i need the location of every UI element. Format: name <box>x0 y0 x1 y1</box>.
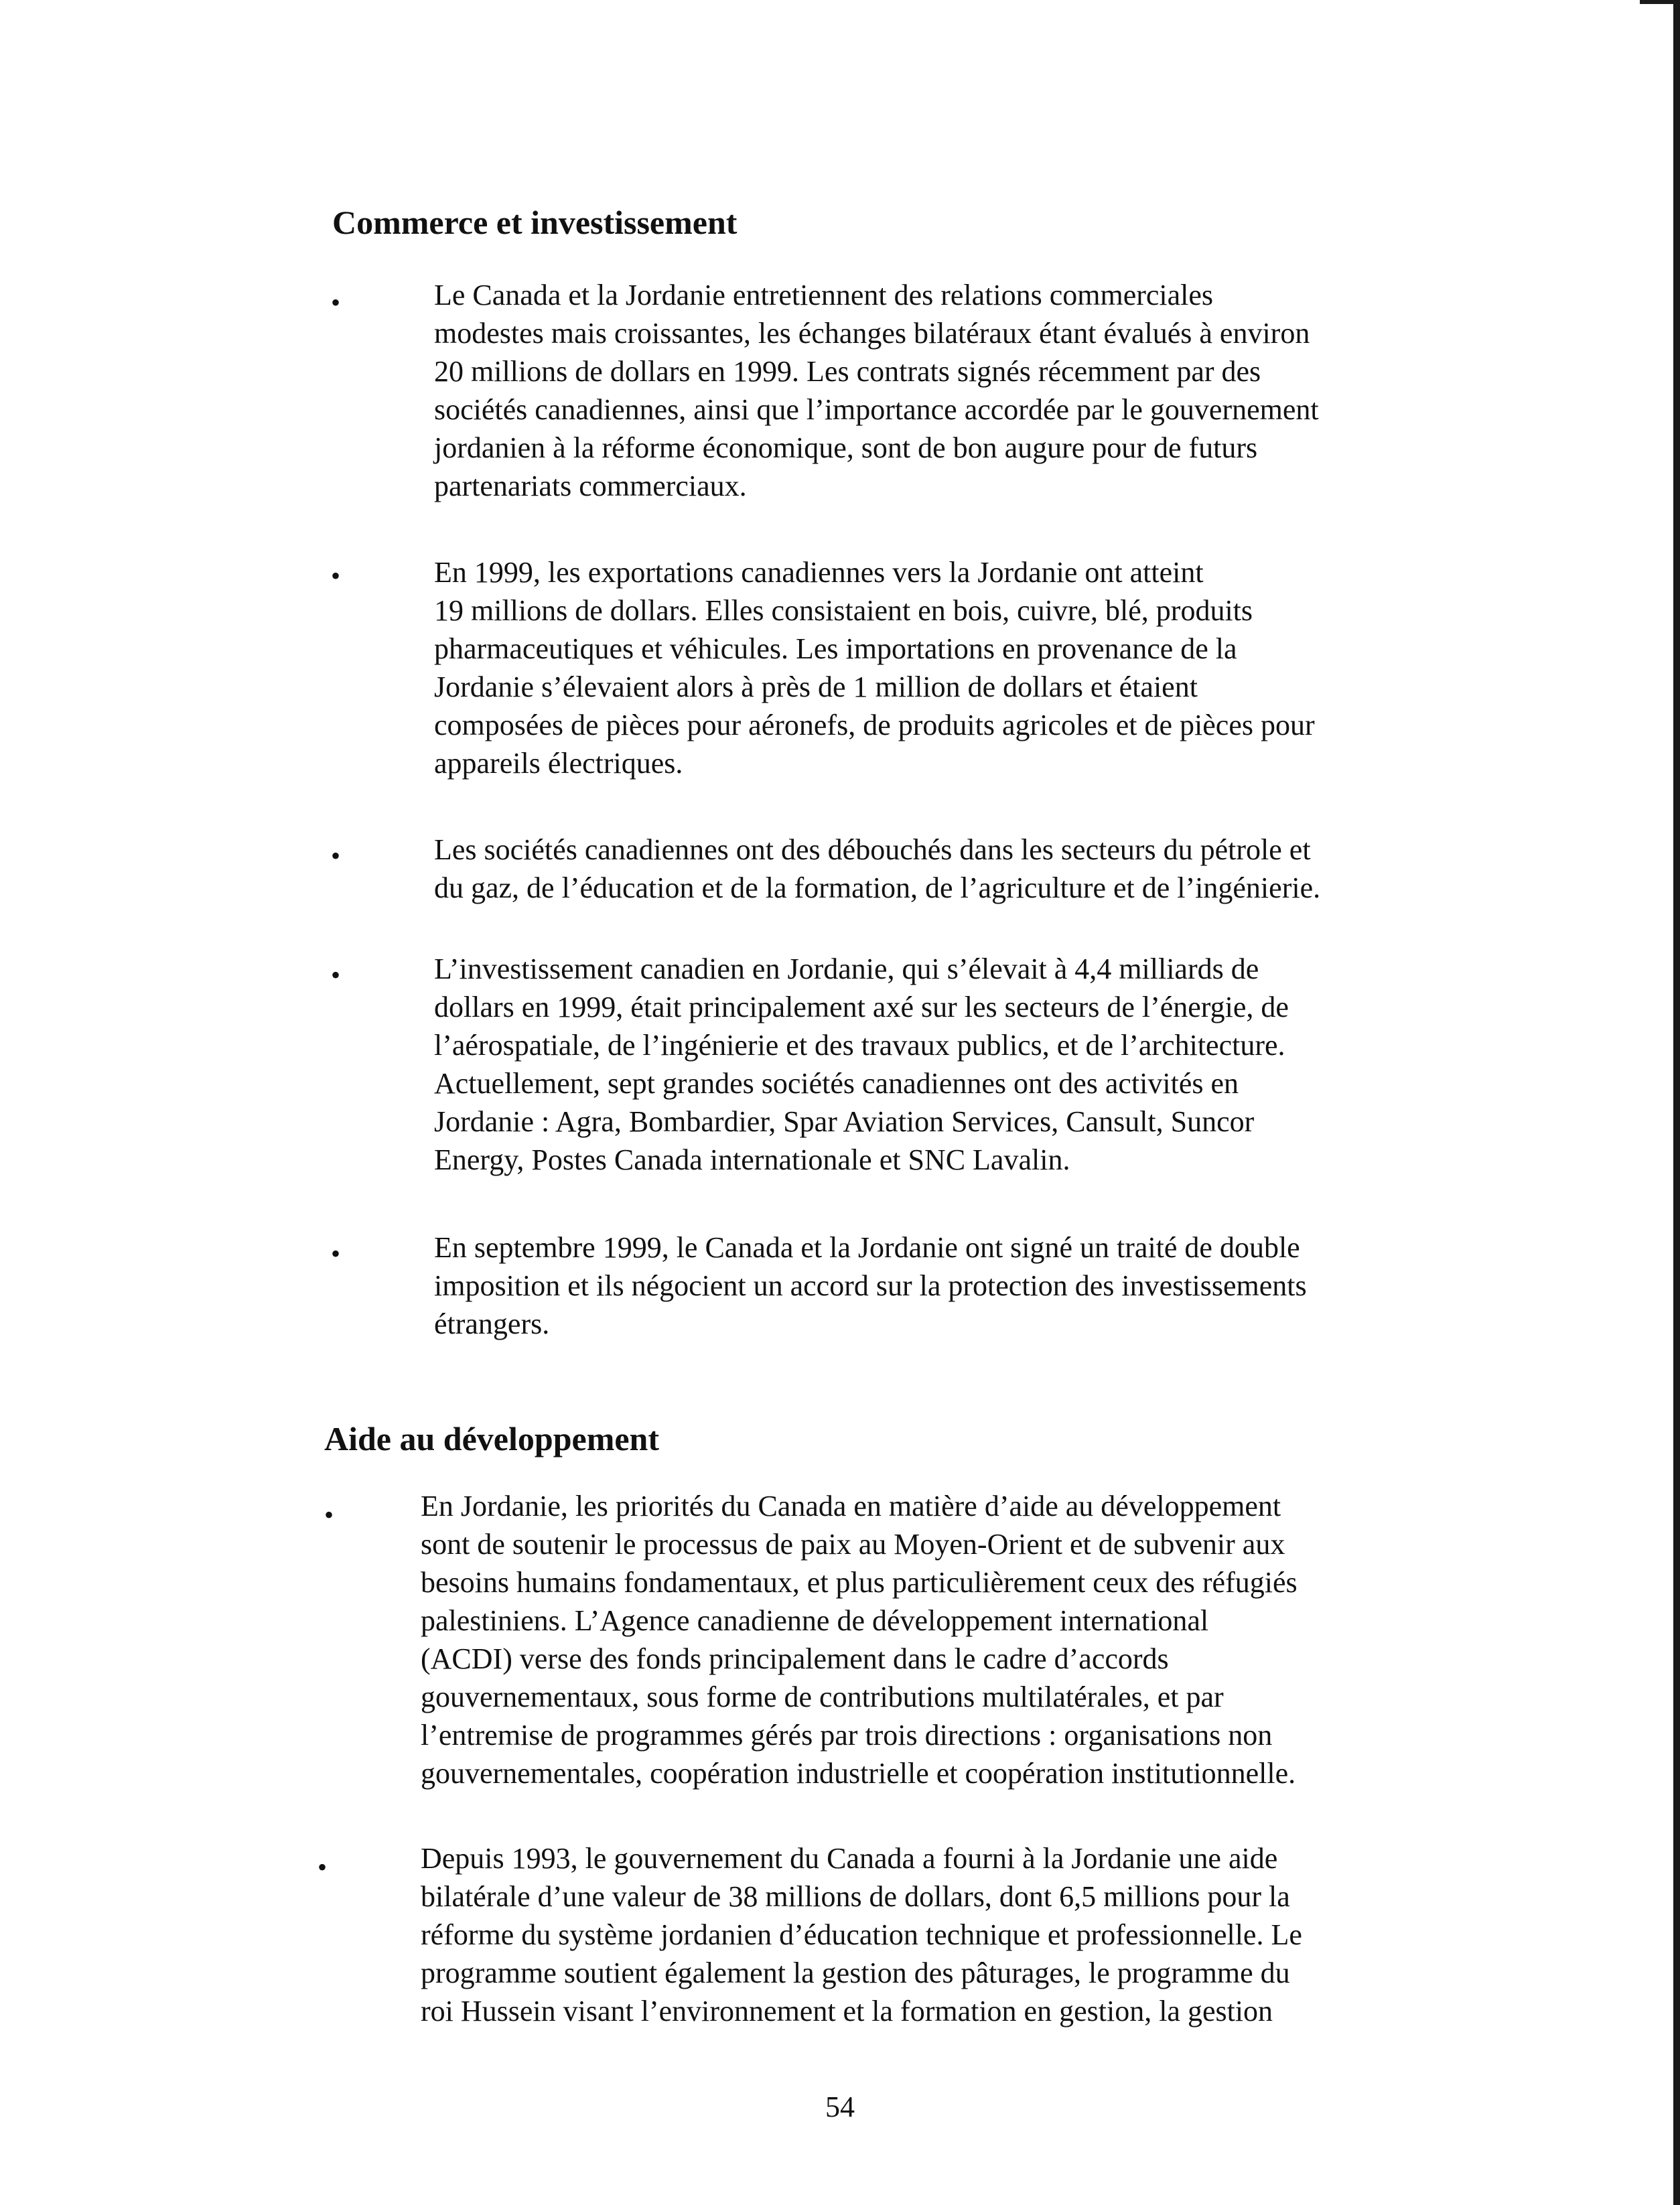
bullet-icon: • <box>331 561 341 591</box>
text-line: En septembre 1999, le Canada et la Jordanie ont signé un traité de double <box>434 1231 1300 1264</box>
section-heading-commerce: Commerce et investissement <box>332 204 738 241</box>
text-line: gouvernementaux, sous forme de contributions multilatérales, et par <box>421 1681 1224 1713</box>
text-line: imposition et ils négocient un accord sur la protection des investissements <box>434 1269 1307 1302</box>
text-line: dollars en 1999, était principalement axé sur les secteurs de l’énergie, de <box>434 991 1289 1023</box>
text-line: Le Canada et la Jordanie entretiennent des relations commerciales <box>434 279 1214 311</box>
bullet-icon: • <box>331 841 341 871</box>
text-line: pharmaceutiques et véhicules. Les importations en provenance de la <box>434 632 1237 665</box>
paragraph-commerce-3 <box>434 831 1320 907</box>
text-line: du gaz, de l’éducation et de la formation, de l’agriculture et de l’ingénierie. <box>434 871 1321 904</box>
bullet-icon: • <box>331 1238 341 1269</box>
text-line: palestiniens. L’Agence canadienne de développement international <box>421 1604 1209 1637</box>
section-heading-aide: Aide au développement <box>324 1420 659 1457</box>
text-line: étrangers. <box>434 1307 550 1340</box>
page-number: 54 <box>825 2090 855 2123</box>
text-line: Energy, Postes Canada internationale et SNC Lavalin. <box>434 1143 1070 1176</box>
text-line: sociétés canadiennes, ainsi que l’importance accordée par le gouvernement <box>434 393 1319 426</box>
text-line: programme soutient également la gestion des pâturages, le programme du <box>421 1957 1290 1989</box>
text-line: bilatérale d’une valeur de 38 millions de dollars, dont 6,5 millions pour la <box>421 1880 1290 1913</box>
bullet-icon: • <box>331 287 341 317</box>
paragraph-aide-1 <box>421 1487 1298 1792</box>
text-line: l’entremise de programmes gérés par trois directions : organisations non <box>421 1719 1273 1752</box>
scan-edge-corner <box>1640 0 1680 4</box>
paragraph-commerce-1 <box>434 276 1319 505</box>
text-line: partenariats commerciaux. <box>434 470 747 502</box>
text-line: En 1999, les exportations canadiennes vers la Jordanie ont atteint <box>434 556 1204 589</box>
text-line: 19 millions de dollars. Elles consistaient en bois, cuivre, blé, produits <box>434 594 1253 627</box>
text-line: sont de soutenir le processus de paix au Moyen-Orient et de subvenir aux <box>421 1528 1285 1561</box>
paragraph-aide-2 <box>421 1839 1302 2030</box>
paragraph-commerce-4 <box>434 950 1289 1179</box>
text-line: jordanien à la réforme économique, sont de bon augure pour de futurs <box>434 431 1258 464</box>
text-line: l’aérospatiale, de l’ingénierie et des travaux publics, et de l’architecture. <box>434 1029 1285 1062</box>
paragraph-commerce-5 <box>434 1228 1307 1343</box>
paragraph-commerce-2 <box>434 553 1315 782</box>
bullet-icon: • <box>318 1852 328 1882</box>
text-line: En Jordanie, les priorités du Canada en matière d’aide au développement <box>421 1490 1281 1522</box>
text-line: composées de pièces pour aéronefs, de produits agricoles et de pièces pour <box>434 709 1315 741</box>
text-line: Jordanie : Agra, Bombardier, Spar Aviation Services, Cansult, Suncor <box>434 1105 1255 1138</box>
bullet-icon: • <box>331 960 341 990</box>
text-line: réforme du système jordanien d’éducation technique et professionnelle. Le <box>421 1918 1302 1951</box>
text-line: roi Hussein visant l’environnement et la formation en gestion, la gestion <box>421 1995 1273 2028</box>
scan-edge-shadow <box>1673 0 1680 2205</box>
text-line: Les sociétés canadiennes ont des débouchés dans les secteurs du pétrole et <box>434 833 1311 866</box>
text-line: Depuis 1993, le gouvernement du Canada a fourni à la Jordanie une aide <box>421 1842 1278 1875</box>
text-line: besoins humains fondamentaux, et plus particulièrement ceux des réfugiés <box>421 1566 1298 1599</box>
text-line: Actuellement, sept grandes sociétés canadiennes ont des activités en <box>434 1067 1239 1100</box>
text-line: Jordanie s’élevaient alors à près de 1 million de dollars et étaient <box>434 670 1198 703</box>
text-line: gouvernementales, coopération industrielle et coopération institutionnelle. <box>421 1757 1296 1790</box>
text-line: L’investissement canadien en Jordanie, qui s’élevait à 4,4 milliards de <box>434 952 1259 985</box>
text-line: 20 millions de dollars en 1999. Les contrats signés récemment par des <box>434 355 1261 388</box>
text-line: appareils électriques. <box>434 747 683 780</box>
text-line: modestes mais croissantes, les échanges bilatéraux étant évalués à environ <box>434 317 1310 350</box>
text-line: (ACDI) verse des fonds principalement dans le cadre d’accords <box>421 1642 1169 1675</box>
bullet-icon: • <box>324 1500 334 1530</box>
